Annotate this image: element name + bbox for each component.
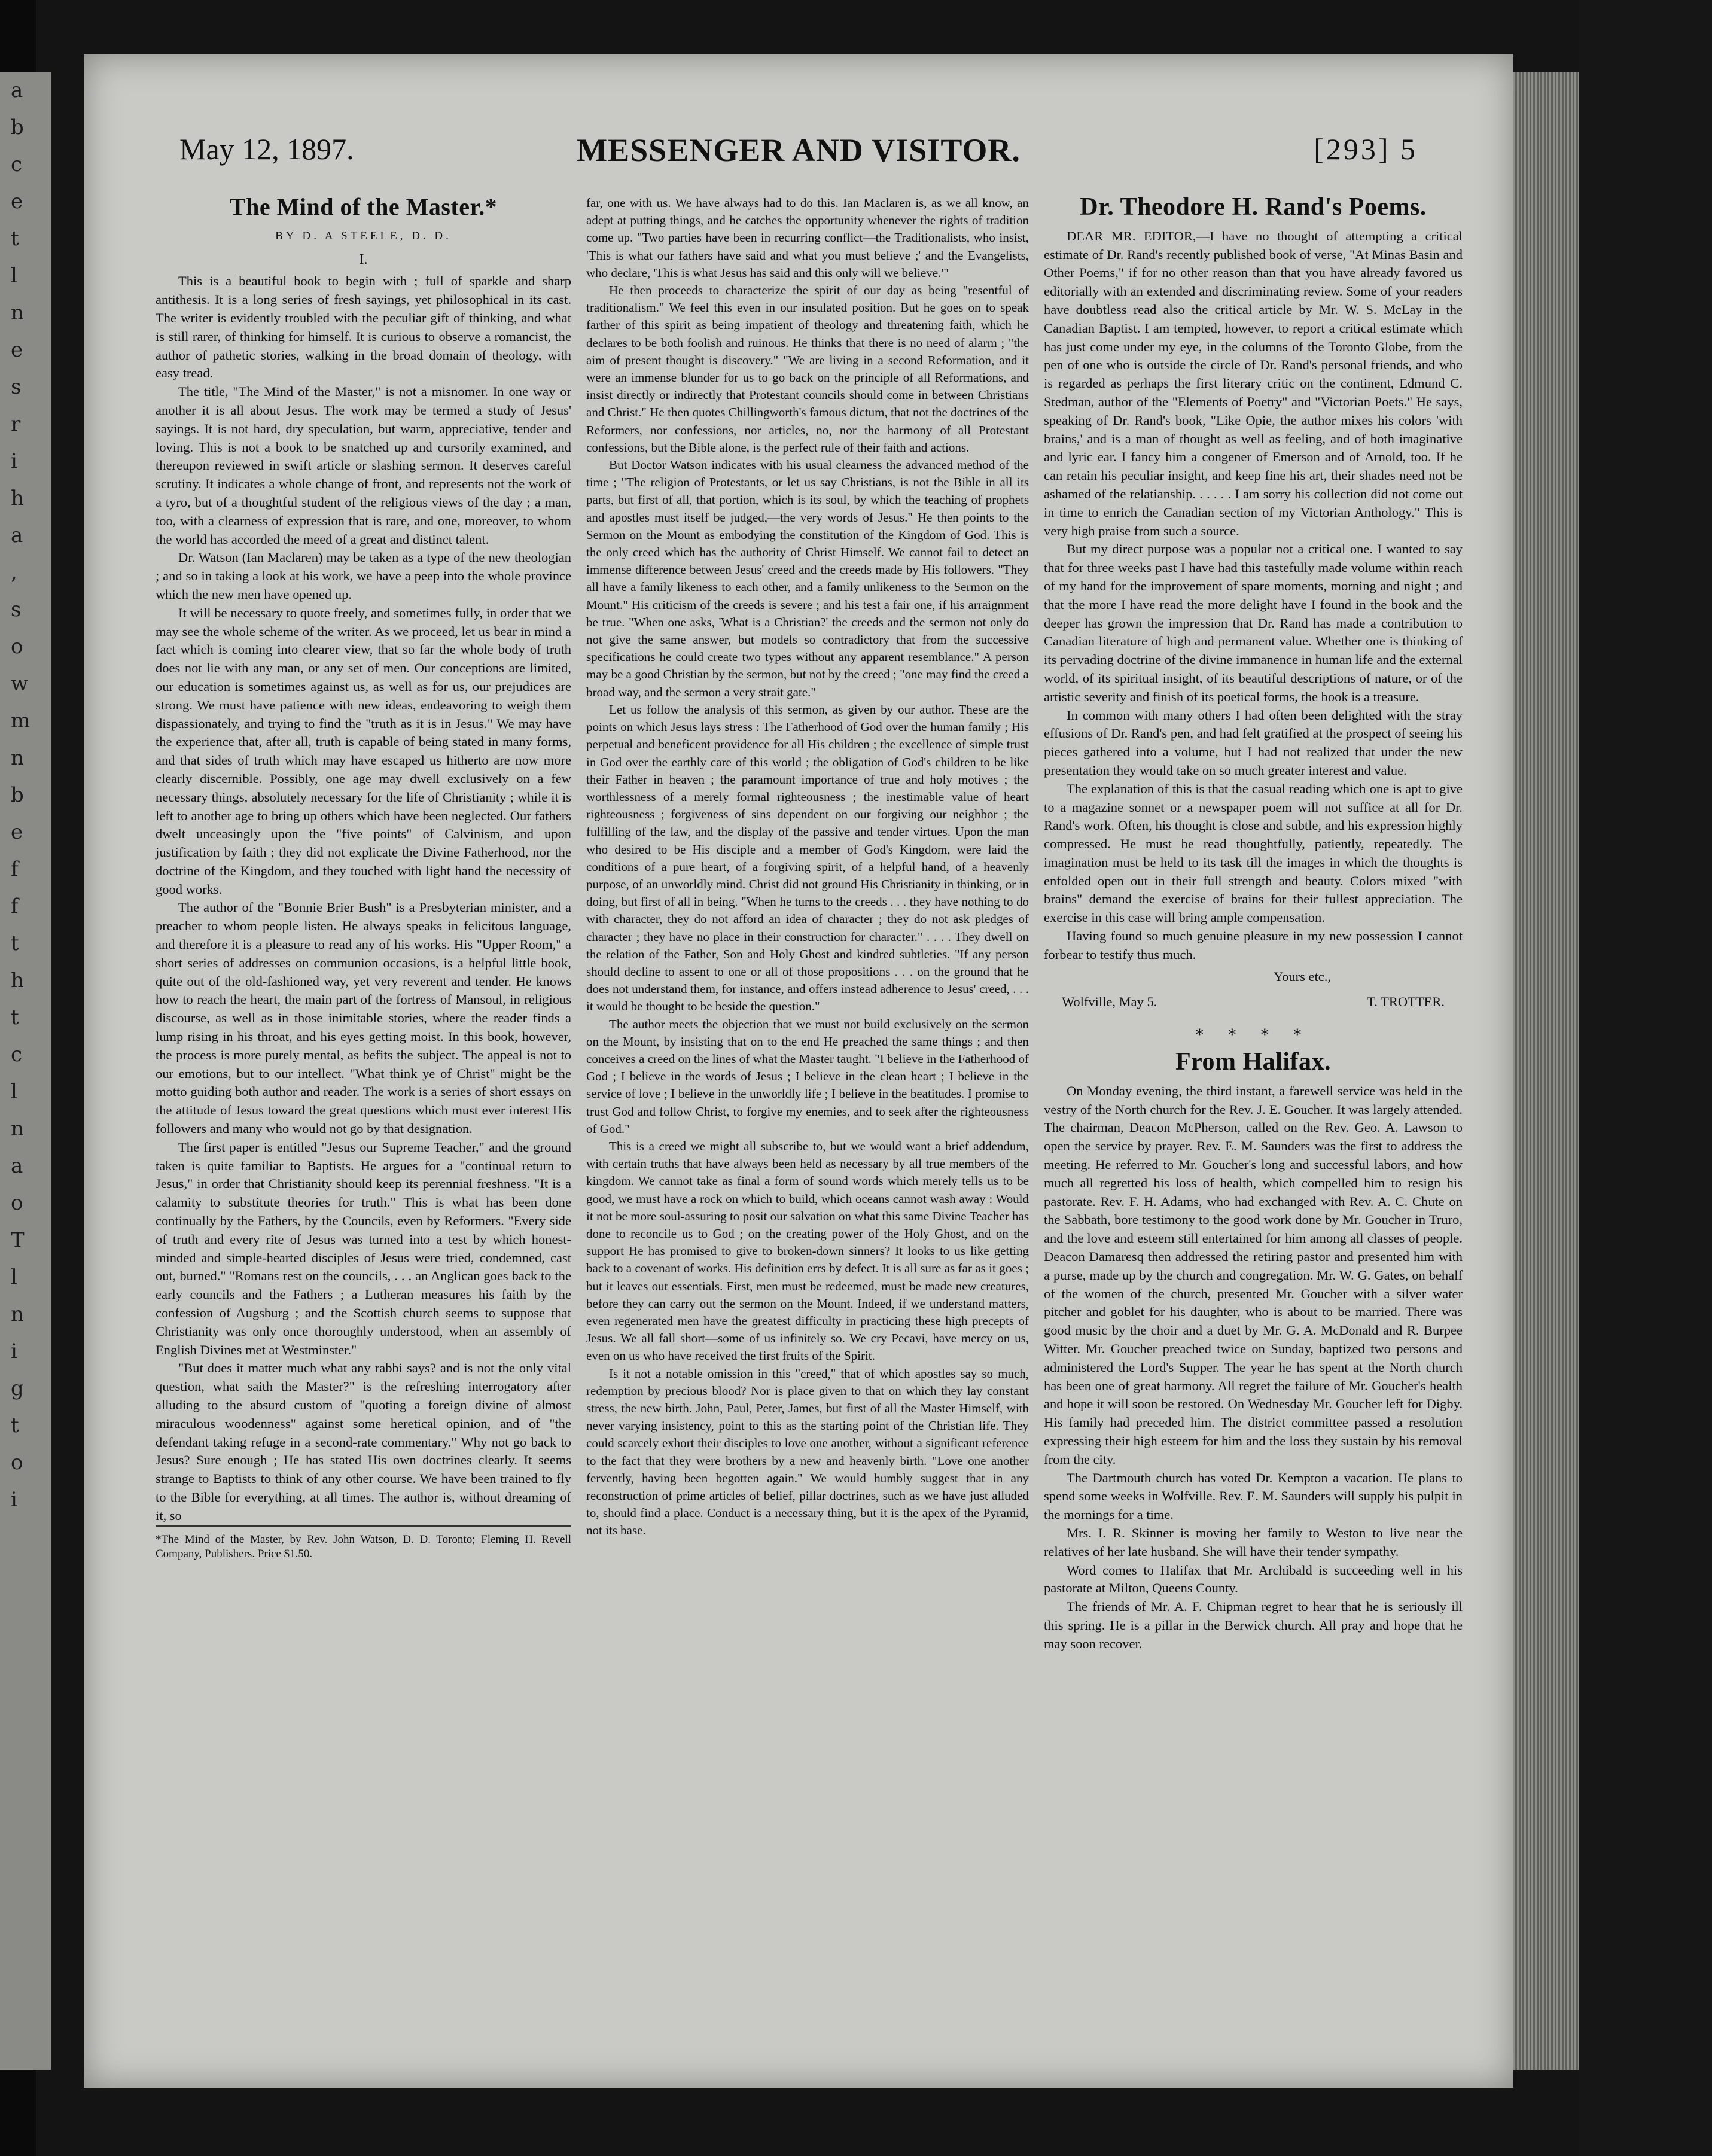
- paragraph: "But does it matter much what any rabbi says? and is not the only vital question, what saith the Master?" is the refreshing interrogatory after alluding to the absurd custom of "quoting a foreign divine of almost miraculous woodenness" against some heretical opinion, and of "the defendant taking refuge in a second-rate commentary." Why not go back to Jesus? Sure enough ; He has stated His own doctrines clearly. It seems strange to Baptists to think of any other course. We have been trained to fly to the Bible for everything, at all times. The author is, without dreaming of it, so: [156, 1360, 571, 1523]
- paragraph: The author of the "Bonnie Brier Bush" is a Presbyterian minister, and a preacher to whom people listen. He always speaks in felicitous language, and therefore it is a pleasure to read any of his works. His "Upper Room," a short series of addresses on communion occasions, is a helpful little book, quite out of the old-fashioned way, yet very reverent and tender. He knows how to reach the heart, the main part of the fortress of Mansoul, in religious discourse, as well as in those inimitable stories, where the reader finds a lump rising in his throat, and his eyes getting moist. In this book, however, the process is more purely mental, as befits the subject. The appeal is not to our emotions, but to our intellect. "What think ye of Christ" might be the motto guiding both author and reader. The work is a series of short essays on the attitude of Jesus toward the great questions which must ever interest His followers and many who would not go by that designation.: [156, 900, 571, 1137]
- paragraph: The first paper is entitled "Jesus our Supreme Teacher," and the ground taken is quite familiar to Baptists. He argues for a "continual return to Jesus," in order that Christianity should keep its perennial freshness. "It is a calamity to substitute theories for truth." This is what has been done continually by the Fathers, by the Councils, even by Reformers. "Every side of truth and every rite of Jesus was turned into a test by which honest-minded and simple-hearted disciples of Jesus were tried, condemned, cast out, burned." "Romans rest on the councils, . . . an Anglican goes back to the early councils and the Fathers ; a Lutheran measures his faith by the confession of Augsburg ; and the Scottish church seems to suppose that Christianity was only once thoroughly understood, when an assembly of English Divines met at Westminster.": [156, 1139, 571, 1357]
- previous-page-fragment: a b c e t l n e s r i h a , s o w m n b e f f t h t c l n a o T l n i g t o i: [11, 78, 31, 1512]
- article-title: The Mind of the Master.*: [229, 193, 498, 220]
- paragraph: Is it not a notable omission in this "creed," that of which apostles say so much, redemption by precious blood? Nor is place given to that on which they lay constant stress, the new birth. John, Paul, Peter, James, but first of all the Master Himself, with never varying insistency, point to this as the starting point of the Christian life. They could scarcely exhort their disciples to love one another, without a significant reference to the fact that they were brothers by a new and heavenly birth. "Love one another fervently, having been begotten again." We would humbly suggest that in any reconstruction of prime articles of belief, pillar doctrines, such as we have just alluded to, should find a place. Conduct is a necessary thing, but it is the apex of the Pyramid, not its base.: [586, 1366, 1029, 1538]
- paragraph: This is a creed we might all subscribe to, but we would want a brief addendum, with certain truths that have always been held as necessary by all true members of the kingdom. We cannot take as final a form of sound words which merely tells us to be good, we must have a rock on which to build, which oceans cannot wash away : Would it not be more soul-assuring to posit our salvation on what this same Divine Teacher has done to reconcile us to God ; on the creating power of the Holy Ghost, and on the support He has promised to give to broken-down sinners? It looks to us like getting back to a covenant of works. His definition errs by defect. It is all sure as far as it goes ; but it leaves out essentials. First, men must be redeemed, must be made new creatures, before they can carry out the sermon on the Mount. Indeed, if we understand matters, even regenerated men have the greatest difficulty in practicing these high precepts of Jesus. We all fall short—some of us infinitely so. We cry Pecavi, have mercy on us, even on us who have received the first fruits of the Spirit.: [586, 1138, 1029, 1363]
- newspaper-title: MESSENGER AND VISITOR.: [577, 132, 1021, 168]
- paragraph: Having found so much genuine pleasure in my new possession I cannot forbear to testify thus much.: [1044, 928, 1463, 962]
- paragraph: The Dartmouth church has voted Dr. Kempton a vacation. He plans to spend some weeks in Wolfville. Rev. E. M. Saunders will supply his pulpit in the mornings for a time.: [1044, 1470, 1463, 1522]
- paragraph: But Doctor Watson indicates with his usual clearness the advanced method of the time ; "The religion of Protestants, or let us say Christians, is not the Bible in all its parts, but first of all, that portion, which is its soul, by which the teaching of prophets and apostles must itself be judged,—the very words of Jesus." He then points to the Sermon on the Mount as embodying the constitution of the Kingdom of God. This is the only creed which has the authority of Christ Himself. We cannot fail to detect an immense difference between Jesus' creed and the creeds made by His followers. "They all have a family likeness to each other, and a family unlikeness to the Sermon on the Mount." His criticism of the creeds is severe ; and his test a fair one, if his arraignment be true. "When one asks, 'What is a Christian?' the creeds and the sermon not only do not give the same answer, but models so contradictory that from the successive specifications he could create two types without any apparent resemblance." A person may be a good Christian by the sermon, but not by the creed ; "one may find the creed a broad way, and the sermon a very strait gate.": [586, 458, 1029, 699]
- paragraph: far, one with us. We have always had to do this. Ian Maclaren is, as we all know, an adept at putting things, and he catches the opportunity whenever the rights of tradition come up. "Two parties have been in recurring conflict—the Traditionalists, who insist, 'This is what our fathers have said and what you must believe ;' and the Evangelists, who declare, 'This is what Jesus has said and this only will we believe.'": [586, 196, 1029, 280]
- column-3: [1044, 194, 1463, 1653]
- masthead: [179, 132, 1418, 173]
- letter-signature-row: [1044, 993, 1463, 1012]
- letter-place-date: Wolfville, May 5.: [1062, 994, 1157, 1010]
- paragraph: Dr. Watson (Ian Maclaren) may be taken as a type of the new theologian ; and so in taking a look at his work, we have a peep into the whole province which the new men have opened up.: [156, 550, 571, 602]
- page-stack-edge: [1513, 72, 1579, 2070]
- scan-background-right: [1579, 0, 1712, 2156]
- paragraph: The author meets the objection that we must not build exclusively on the sermon on the Mount, by insisting that on to the end He preached the same things ; and then conceives a creed on the lines of what the Master taught. "I believe in the Fatherhood of God ; I believe in the words of Jesus ; I believe in the clean heart ; I believe in the service of love ; I believe in the unworldly life ; I believe in the beatitudes. I promise to trust God and follow Christ, to forgive my enemies, and to seek after the righteousness of God.": [586, 1016, 1029, 1136]
- letter-signature: T. TROTTER.: [1367, 994, 1445, 1010]
- section-separator: * * * *: [1195, 1025, 1312, 1045]
- paragraph: DEAR MR. EDITOR,—I have no thought of attempting a critical estimate of Dr. Rand's recently published book of verse, "At Minas Basin and Other Poems," if for no other reason than that you have already favored us editorially with an extended and discriminating review. Some of your readers have doubtless read also the critical article by Mr. W. S. McLay in the Canadian Baptist. I am tempted, however, to report a critical estimate which has just come under my eye, in the columns of the Toronto Globe, from the pen of one who is outside the circle of Dr. Rand's personal friends, and who is regarded as perhaps the first literary critic on the continent, Edmund C. Stedman, author of the "Elements of Poetry" and "Victorian Poets." He says, speaking of Dr. Rand's book, "Like Opie, the author mixes his colors 'with brains,' and is a man of thought as well as feeling, and of both imaginative and lyric ear. I fancy him a congener of Emerson and of Arnold, too. If he can retain his peculiar insight, and keep fine his art, their shades need not be ashamed of the relatianship. . . . . . I am sorry his collection did not come out in time to enrich the Canadian section of my Victorian Anthology." This is very high praise from such a source.: [1044, 228, 1463, 538]
- paragraph: Mrs. I. R. Skinner is moving her family to Weston to live near the relatives of her late husband. She will have their tender sympathy.: [1044, 1525, 1463, 1559]
- paragraph: He then proceeds to characterize the spirit of our day as being "resentful of traditionalism." We feel this even in our insulated position. But he goes on to speak farther of this spirit as being impatient of theology and threatening faith, which he declares to be both foolish and ruinous. He thinks that there is no need of alarm ; "the aim of present thought is discovery." "We are living in a second Reformation, and it were an immense blunder for us to go back on the principle of all Reformations, and insist directly or indirectly that Protestant councils should come in between Christians and Christ." He then quotes Chillingworth's famous dictum, that not the doctrines of the Reformers, nor confessions, nor articles, no, nor the harmony of all Protestant confessions, but the Bible alone, is the perfect rule of their faith and actions.: [586, 283, 1029, 455]
- article-title: Dr. Theodore H. Rand's Poems.: [1080, 193, 1427, 221]
- paragraph: Word comes to Halifax that Mr. Archibald is succeeding well in his pastorate at Milton, Queens County.: [1044, 1562, 1463, 1596]
- paragraph: It will be necessary to quote freely, and sometimes fully, in order that we may see the whole scheme of the writer. As we proceed, let us bear in mind a fact which is coming into clearer view, that so far the whole body of truth does not lie with any man, or any set of men. Our conceptions are limited, our education is sometimes against us, as well as for us, our prejudices are strong. We must have patience with new ideas, endeavoring to weigh them dispassionately, and trying to find the "truth as it is in Jesus." We may have the experience that, after all, truth is capable of being stated in many forms, and that sides of truth which may have escaped us hitherto are now more clearly discernible. Possibly, one age may dwell exclusively on a few necessary things, absolutely necessary for the life of Christianity ; while it is left to another age to bring up others which have been neglected. Our fathers dwelt unceasingly upon the "five points" of Calvinism, and upon justification by faith ; they did not explicate the Divine Fatherhood, nor the doctrine of the Kingdom, and they touched with light hand the necessity of good works.: [156, 605, 571, 897]
- paragraph: The title, "The Mind of the Master," is not a misnomer. In one way or another it is all about Jesus. The work may be termed a study of Jesus' sayings. It is not hard, dry speculation, but warm, appreciative, tender and loving. This is not a book to be snatched up and cursorily examined, and thereupon reviewed in swift article or slashing sermon. It deserves careful scrutiny. It indicates a whole change of front, and represents not the work of a tyro, but of a thoughtful student of the religious views of the day ; a man, too, with a clearness of expression that is rare, and one, moreover, to whom the world has accorded the meed of a great and distinct talent.: [156, 384, 571, 547]
- paragraph: The friends of Mr. A. F. Chipman regret to hear that he is seriously ill this spring. He is a pillar in the Berwick church. All pray and hope that he may soon recover.: [1044, 1599, 1463, 1651]
- paragraph: In common with many others I had often been delighted with the stray effusions of Dr. Rand's pen, and had felt gratified at the prospect of seeing his pieces gathered into a volume, but I had not realized that under the new presentation they would take on so much greater interest and value.: [1044, 707, 1463, 778]
- section-numeral: I.: [359, 251, 368, 267]
- newspaper-page: [84, 54, 1513, 2088]
- article-byline: BY D. A STEELE, D. D.: [275, 229, 452, 242]
- column-2: [586, 194, 1029, 1540]
- issue-date: May 12, 1897.: [179, 132, 354, 166]
- letter-closing: Yours etc.,: [1274, 969, 1331, 984]
- paragraph: But my direct purpose was a popular not a critical one. I wanted to say that for three weeks past I have had this tastefully made volume within reach of my hand for the improvement of spare moments, morning and night ; and that the more I have read the more delight have I found in the book and the deeper has grown the impression that Dr. Rand has made a contribution to Canadian literature of high and permanent value. Whether one is thinking of its pervading doctrine of the divine immanence in human life and the external world, of its spiritual insight, of its beautiful descriptions of nature, or of the artistic severity and finish of its poetical forms, the book is a treasure.: [1044, 541, 1463, 704]
- paragraph: On Monday evening, the third instant, a farewell service was held in the vestry of the North church for the Rev. J. E. Goucher. It was largely attended. The chairman, Deacon McPherson, called on the Rev. Geo. A. Lawson to open the service by prayer. Rev. E. M. Saunders was the first to address the meeting. He referred to Mr. Goucher's long and successful labors, and how much all regretted his loss of health, which compelled him to resign his pastorate. Rev. F. H. Adams, who had exchanged with Rev. A. C. Chute on the Sabbath, bore testimony to the good work done by Mr. Goucher in Truro, and the love and esteem still entertained for him among all classes of people. Deacon Damaresq then addressed the retiring pastor and presented him with a purse, made up by the church and congregation. Mr. W. G. Gates, on behalf of the women of the church, presented Mr. Goucher with a silver water pitcher and goblet for his daughter, who is about to be married. There was good music by the choir and a duet by Mr. G. A. McDonald and R. Burpee Witter. Mr. Goucher preached twice on Sunday, baptized two persons and administered the Lord's Supper. The year he has spent at the North church has been one of great harmony. All regret the failure of Mr. Goucher's health and hope it will soon be restored. On Wednesday Mr. Goucher left for Digby. His family had preceded him. The district committee passed a resolution expressing their high esteem for him and the loss they sustain by his removal from the city.: [1044, 1083, 1463, 1467]
- previous-page-edge: [0, 72, 51, 2070]
- paragraph: This is a beautiful book to begin with ; full of sparkle and sharp antithesis. It is a long series of fresh sayings, yet philosophical in its cast. The writer is evidently troubled with the peculiar gift of thinking, and what is still rarer, of thinking for himself. It is curious to observe a romancist, the author of pathetic stories, walking in the broad domain of theology, with easy tread.: [156, 273, 571, 381]
- paragraph: Let us follow the analysis of this sermon, as given by our author. These are the points on which Jesus lays stress : The Fatherhood of God over the human family ; His perpetual and beneficent providence for all His children ; the excellence of simple trust in God over the earthly care of this world ; the obligation of God's children to be like their Father in heaven ; the paramount importance of true and holy motives ; the worthlessness of a merely formal righteousness ; the inestimable value of heart righteousness ; forgiveness of sins dependent on our forgiving our neighbor ; the fulfilling of the law, and the display of the passive and tender virtues. Upon the man who desired to be His disciple and a member of God's Kingdom, were laid the conditions of a pure heart, of a forgiving spirit, of a helpful hand, of a heavenly purpose, of an unworldly mind. Christ did not ground His Christianity in thinking, or in doing, but first of all in being. "When he turns to the creeds . . . they have nothing to do with character, they do not afford an idea of character ; they do not ask pledges of character ; they have no place in their construction for character." . . . . They dwell on the relation of the Father, Son and Holy Ghost and kindred subtleties. "If any person should decline to assent to one or all of those propositions . . . on the ground that he does not understand them, for instance, and offers instead adherence to Jesus' creed, . . . it would be thought to be beside the question.": [586, 702, 1029, 1014]
- column-1: [156, 194, 571, 1561]
- footnote: *The Mind of the Master, by Rev. John Watson, D. D. Toronto; Fleming H. Revell Company, Publishers. Price $1.50.: [156, 1525, 571, 1561]
- paragraph: The explanation of this is that the casual reading which one is apt to give to a magazine sonnet or a newspaper poem will not suffice at all for Dr. Rand's work. Often, his thought is close and subtle, and his expression highly compressed. He must be read thoughtfully, patiently, repeatedly. The imagination must be held to its task till the images in which the thoughts is enfolded open out in their full strength and beauty. Colors mixed "with brains" demand the exercise of brains for their fullest appreciation. The exercise in this case will bring ample compensation.: [1044, 781, 1463, 925]
- article-title: From Halifax.: [1175, 1048, 1332, 1076]
- page-number: [293] 5: [1314, 132, 1418, 166]
